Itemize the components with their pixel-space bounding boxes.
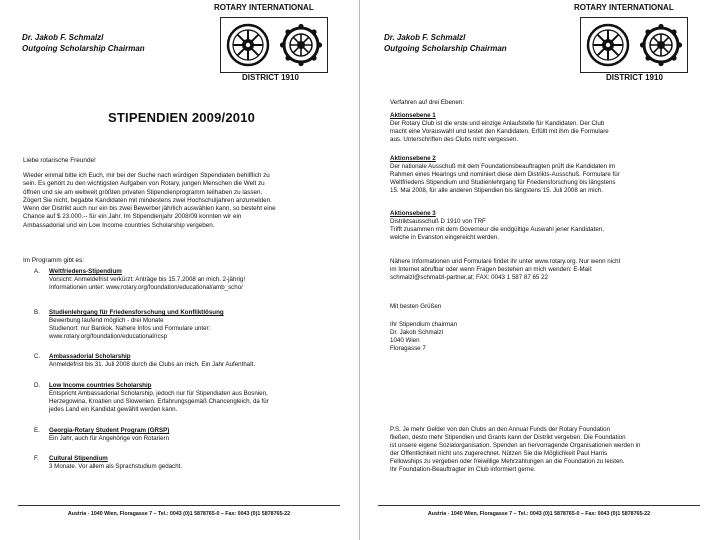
signature-line: Floragasse 7: [390, 345, 426, 352]
district-label: DISTRICT 1910: [242, 73, 299, 82]
program-letter: D.: [34, 382, 41, 389]
program-letter: B.: [34, 309, 40, 316]
author-role: Outgoing Scholarship Chairman: [384, 44, 507, 53]
intro-line: Wieder einmal bitte ich Euch, mir bei der Suche nach würdigen Stipendiaten behilflich zu: [23, 172, 270, 179]
program-line: Studienort: nur Bankok. Nahere Infos und Formulare unter:: [49, 325, 211, 332]
letter-page-2: [362, 0, 718, 540]
program-line: Vorsicht: Anmeldefrist verkürzt: Anträge bis 15.7.2008 an mich. 2-jährig!: [49, 276, 246, 283]
info-line: im Internet abrufbar oder wenn Fragen bestehen an mich wenden: E-Mail:: [390, 266, 593, 273]
rotary-international-heading: ROTARY INTERNATIONAL: [214, 3, 314, 12]
program-title: Weltfriedens-Stipendium: [49, 268, 122, 275]
contact-email-link[interactable]: schmalzl@schmalzl-partner.at; FAX: 0043 1 587 87 65 22: [390, 274, 548, 281]
program-title: Cultural Stipendium: [49, 455, 108, 462]
program-link[interactable]: Informationen unter: www.rotary.org/foundation/educational/amb_scho/: [49, 284, 243, 291]
postscript-paragraph: [390, 426, 704, 474]
program-title: Studienlehrgang für Friedensforschung und Konfliktlösung: [49, 309, 224, 316]
program-line: jedes Land ein Kandidat gewählt werden kann.: [49, 406, 178, 413]
letter-page-1: [0, 0, 356, 540]
action-level-line: aus. Unterschriften des Clubs nicht vergessen.: [390, 136, 518, 143]
program-line: Anmeldefrist bis 31. Juli 2008 durch die Clubs an mich. Ein Jahr Aufenthalt.: [49, 361, 256, 368]
action-level-line: welche in Evanston eingereicht werden.: [390, 234, 500, 241]
document-headline: STIPENDIEN 2009/2010: [108, 110, 256, 125]
program-link[interactable]: www.rotary.org/foundation/educational/rcsp: [49, 333, 168, 340]
rotary-international-heading: ROTARY INTERNATIONAL: [574, 3, 674, 12]
intro-line: Wenn der Distrikt auch nur ein bis zwei Bewerber jährlich auswählen kann, so besteht eine: [23, 205, 276, 213]
program-title: Low Income countries Scholarship: [49, 382, 152, 389]
action-level-line: 15. Mai 2008, für alle anderen Stipendien bis längstens 15. Juli 2008 an mich.: [390, 187, 603, 194]
programs-label: Im Programm gibt es:: [23, 257, 85, 264]
program-line: 3 Monate. Vor allem als Sprachstudium gedacht.: [49, 463, 183, 470]
program-letter: C.: [34, 353, 41, 360]
intro-paragraph: [23, 172, 341, 230]
author-name: Dr. Jakob F. Schmalzl: [384, 33, 466, 42]
author-block: [384, 32, 507, 54]
action-level-line: Rahmen eines Hearings und nominiert diese dem Distrikts-Ausschuß. Formulare für: [390, 171, 620, 178]
postscript-line: der Öffentlichkeit nicht uns zugerechnet. Nützen Sie die Möglichkeit Paul Harris: [390, 450, 608, 457]
procedure-intro: Verfahren auf drei Ebenen:: [390, 99, 464, 106]
action-level-1: [390, 112, 700, 144]
district-emblem-icon: [279, 23, 323, 67]
postscript-line: fließen, desto mehr Stipendien und Grants kann der Distrikt vergeben. Die Foundation: [390, 434, 626, 441]
postscript-line: Ihr Foundation-Beauftragter im Club informiert gerne.: [390, 466, 536, 473]
action-level-line: Weltfriedens Stipendium und Studienlehrgang für Friedensforschung bis längstens: [390, 179, 616, 186]
rotary-logo-box: [580, 17, 688, 73]
salutation: Liebe rotarische Freunde!: [23, 157, 96, 164]
signature-line: 1040 Wien: [390, 337, 420, 344]
program-line: Bewerbung laufend möglich - drei Monate: [49, 317, 164, 324]
action-level-line: Der Rotary Club ist die erste und einzige Anlaufstelle für Kandidaten. Der Club: [390, 120, 605, 127]
intro-line: Ambassadorial und ein Low Income countries Scholarship vergeben.: [23, 221, 215, 229]
action-level-title: Aktionsebene 3: [390, 210, 436, 217]
closing-greeting: Mit besten Grüßen: [390, 303, 442, 310]
program-title: Ambassadorial Scholarship: [49, 353, 131, 360]
signature-line: Ihr Stipendium chairman: [390, 321, 458, 328]
program-line: Ein Jahr, auch für Angehörige von Rotariern: [49, 435, 170, 442]
program-line: Entspricht Ambassadorial Scholarship, jedoch nur für Stipendiaten aus Bosnien,: [49, 390, 268, 397]
rotary-wheel-icon: [586, 23, 630, 67]
signature-block: [390, 321, 704, 353]
district-emblem-icon: [639, 23, 683, 67]
signature-line: Dr. Jakob Schmalzl: [390, 329, 443, 336]
program-letter: E.: [34, 427, 40, 434]
postscript-line: Fellowships zu vergeben oder freiwillige Mehrzahlungen an die Foundation zu leisten.: [390, 458, 625, 465]
program-line: Herzegowina, Kroatien und Slowenien. Erfahrungsgemäß Chancengleich, da für: [49, 398, 269, 405]
page-divider: [359, 0, 360, 540]
intro-line: Zögert Sie nicht, begabte Kandidaten mit mindestens zwei Hochschuljahren anzumelden.: [23, 196, 272, 204]
intro-line: sein. Es gehört zu den wichtigsten Aufgaben von Rotary, jungen Menschen die Welt zu: [23, 180, 265, 188]
rotary-logo-box: [220, 17, 328, 73]
postscript-line: ist unsere eigene Sozialorganisation. Spenden an hervorragende Organisationen werden in: [390, 442, 641, 449]
info-line: Nähere Informationen und Formulare findet ihr unter www.rotary.org. Nur wenn nicht: [390, 258, 621, 265]
program-letter: F.: [34, 455, 39, 462]
page-footer: Austria - 1040 Wien, Floragasse 7 – Tel.: 0043 (0)1 5878765-0 – Fax: 0043 (0)1 5878765-22: [18, 505, 340, 517]
action-level-line: Distriktsausschuß D 1910 von TRF: [390, 218, 486, 225]
district-label: DISTRICT 1910: [606, 73, 663, 82]
action-level-2: [390, 155, 700, 195]
program-title: Georgia-Rotary Student Program (GRSP): [49, 427, 170, 434]
action-level-line: macht eine Vorauswahl und testet den Kandidaten. Erfüllt mit ihm die Formulare: [390, 128, 609, 135]
action-level-line: Trifft zusammen mit dem Governeur die endgültige Auswahl jener Kandidaten,: [390, 226, 604, 233]
action-level-title: Aktionsebene 1: [390, 112, 436, 119]
action-level-line: Der nationale Ausschuß mit dem Foundationsbeauftragten prüft die Kandidaten im: [390, 163, 616, 170]
action-level-title: Aktionsebene 2: [390, 155, 436, 162]
author-block: [22, 32, 145, 54]
program-letter: A.: [34, 268, 40, 275]
action-level-3: [390, 210, 700, 242]
postscript-line: P.S. Je mehr Gelder von den Clubs an den Annual Funds der Rotary Foundation: [390, 426, 611, 433]
intro-line: öffnen und sie am weltweit größten privaten Stipendienprogramm teilhaben zu lassen.: [23, 188, 263, 196]
author-name: Dr. Jakob F. Schmalzl: [22, 33, 104, 42]
intro-line: Chance auf $ 23.000.-- für ein Jahr. Im Stipendienjahr 2008/09 konnten wir ein: [23, 213, 242, 221]
page-footer: Austria - 1040 Wien, Floragasse 7 – Tel.: 0043 (0)1 5878765-0 – Fax: 0043 (0)1 5878765-22: [378, 505, 700, 517]
author-role: Outgoing Scholarship Chairman: [22, 44, 145, 53]
info-paragraph: [390, 258, 704, 282]
rotary-wheel-icon: [226, 23, 270, 67]
